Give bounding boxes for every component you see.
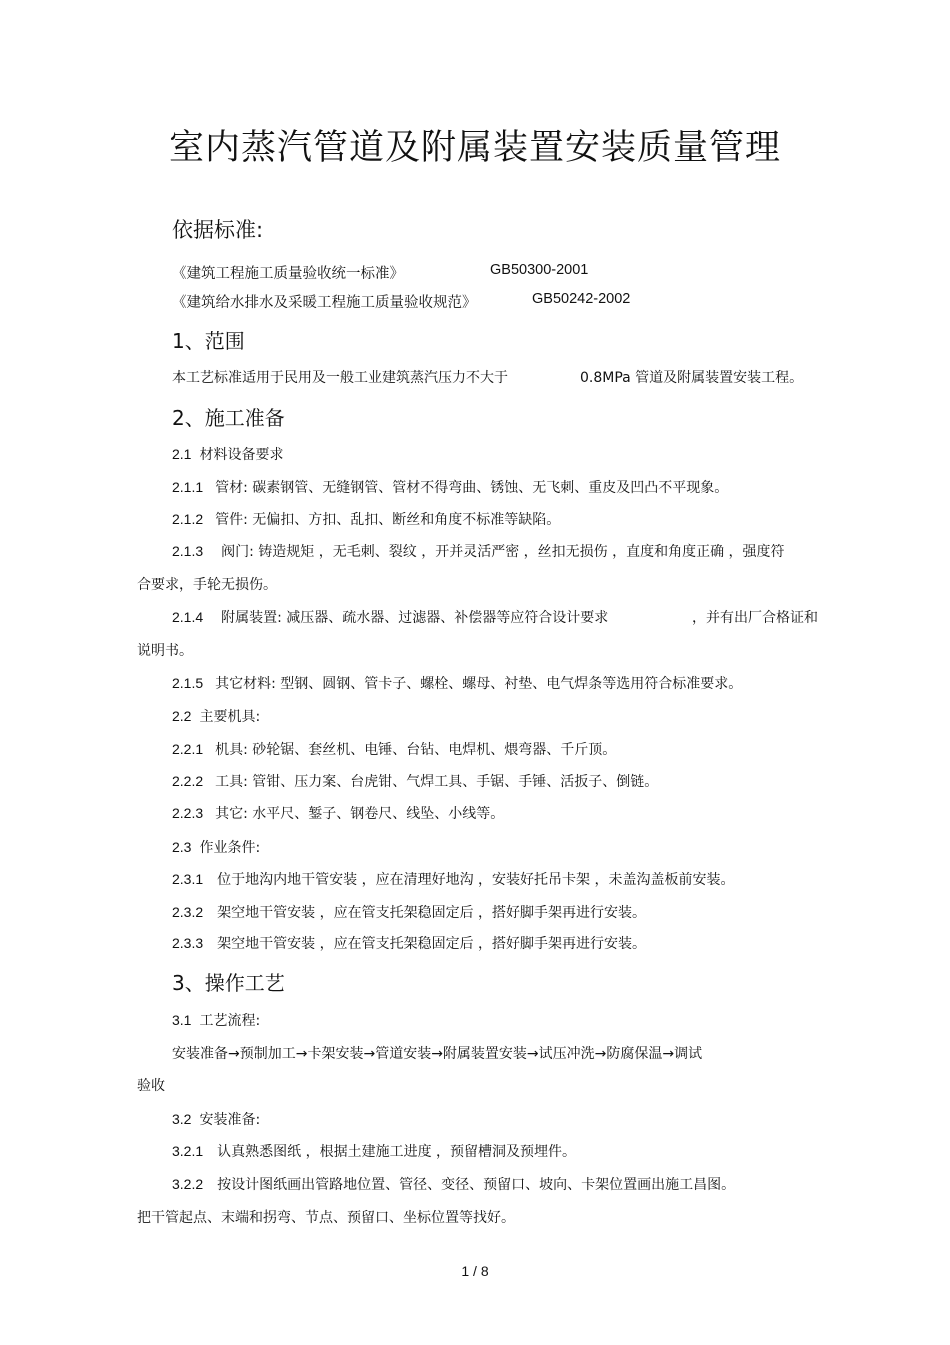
process-flow-cont: 验收 (137, 1078, 165, 1094)
item-text: 主要机具: (199, 709, 261, 725)
item-3-2-2 (172, 1174, 735, 1194)
item-2-3-2 (172, 902, 646, 922)
item-text: 安装准备: (199, 1112, 261, 1128)
standard-name: 《建筑给水排水及采暖工程施工质量验收规范》 (172, 295, 477, 311)
item-2-1-3-cont: 合要求，手轮无损伤。 (137, 577, 277, 593)
item-text: 工艺流程: (199, 1013, 261, 1029)
item-number: 2.1.2 (172, 511, 204, 527)
page-number: 1 / 8 (461, 1263, 489, 1279)
subheading-3-1 (172, 1010, 260, 1030)
section-heading-preparation: 2、施工准备 (172, 406, 285, 430)
item-number: 2.3 (172, 839, 192, 855)
item-2-1-4-cont: 说明书。 (137, 643, 193, 659)
item-number: 2.1.3 (172, 543, 204, 559)
basis-heading: 依据标准: (172, 218, 264, 242)
scope-text-cont: 0.8MPa 管道及附属装置安装工程。 (580, 370, 804, 386)
item-text: 机具: 砂轮锯、套丝机、电锤、台钻、电焊机、煨弯器、千斤顶。 (215, 742, 617, 758)
process-flow: 安装准备→预制加工→卡架安装→管道安装→附属装置安装→试压冲洗→防腐保温→调试 (172, 1046, 703, 1062)
item-2-1-1 (172, 477, 728, 497)
item-text: 其它材料: 型钢、圆钢、管卡子、螺栓、螺母、衬垫、电气焊条等选用符合标准要求。 (215, 676, 743, 692)
item-text: 其它: 水平尺、錾子、钢卷尺、线坠、小线等。 (215, 806, 505, 822)
item-number: 3.1 (172, 1012, 192, 1028)
document-title: 室内蒸汽管道及附属装置安装质量管理 (168, 128, 781, 168)
section-heading-scope: 1、范围 (172, 329, 245, 353)
item-text: 架空地干管安装 ，应在管支托架稳固定后 ，搭好脚手架再进行安装。 (217, 905, 647, 921)
item-2-2-1 (172, 739, 616, 759)
item-number: 2.1.4 (172, 609, 204, 625)
item-number: 2.1.5 (172, 675, 204, 691)
item-2-2-3 (172, 803, 504, 823)
item-number: 2.2 (172, 708, 192, 724)
item-2-1-5 (172, 673, 742, 693)
item-text: 认真熟悉图纸 ，根据土建施工进度 ，预留槽洞及预埋件。 (217, 1144, 577, 1160)
subheading-3-2 (172, 1109, 260, 1129)
item-number: 2.1 (172, 446, 192, 462)
item-number: 2.2.3 (172, 805, 204, 821)
item-2-2-2 (172, 771, 658, 791)
item-text: 管材: 碳素钢管、无缝钢管、管材不得弯曲、锈蚀、无飞刺、重皮及凹凸不平现象。 (215, 480, 729, 496)
item-text: 材料设备要求 (199, 447, 284, 463)
standard-code: GB50300-2001 (490, 262, 589, 278)
item-number: 3.2.2 (172, 1176, 204, 1192)
section-heading-process: 3、操作工艺 (172, 971, 285, 995)
item-number: 2.3.2 (172, 904, 204, 920)
item-2-3-1 (172, 869, 735, 889)
item-number: 2.3.3 (172, 935, 204, 951)
item-text: 按设计图纸画出管路地位置、管径、变径、预留口、坡向、卡架位置画出施工昌图。 (217, 1177, 736, 1193)
item-number: 2.1.1 (172, 479, 204, 495)
item-text: 工具: 管钳、压力案、台虎钳、气焊工具、手锯、手锤、活扳子、倒链。 (215, 774, 659, 790)
standard-code: GB50242-2002 (532, 291, 631, 307)
item-text: 位于地沟内地干管安装 ，应在清理好地沟 ，安装好托吊卡架 ，未盖沟盖板前安装。 (217, 872, 735, 888)
scope-text: 本工艺标准适用于民用及一般工业建筑蒸汽压力不大于 (172, 370, 508, 386)
item-3-2-1 (172, 1141, 576, 1161)
item-2-1-2 (172, 509, 560, 529)
item-number: 2.2.2 (172, 773, 204, 789)
item-number: 3.2 (172, 1111, 192, 1127)
item-text: 阀门: 铸造规矩 ，无毛刺、裂纹 ，开并灵活严密 ，丝扣无损伤 ，直度和角度正确 ，强度符 (221, 544, 785, 560)
item-text: 附属装置: 减压器、疏水器、过滤器、补偿器等应符合设计要求 (221, 610, 609, 626)
item-number: 2.2.1 (172, 741, 204, 757)
item-number: 3.2.1 (172, 1143, 204, 1159)
standard-name: 《建筑工程施工质量验收统一标准》 (172, 266, 404, 282)
subheading-2-1 (172, 444, 283, 464)
subheading-2-2 (172, 706, 260, 726)
subheading-2-3 (172, 837, 260, 857)
item-2-1-4 (172, 607, 608, 627)
item-text: 作业条件: (199, 840, 261, 856)
item-text: 架空地干管安装 ，应在管支托架稳固定后 ，搭好脚手架再进行安装。 (217, 936, 647, 952)
item-3-2-2-cont: 把干管起点、末端和拐弯、节点、预留口、坐标位置等找好。 (137, 1210, 515, 1226)
item-2-1-3 (172, 541, 785, 561)
item-text: 管件: 无偏扣、方扣、乱扣、断丝和角度不标准等缺陷。 (215, 512, 561, 528)
item-2-3-3 (172, 933, 646, 953)
item-2-1-4-tail: ，并有出厂合格证和 (692, 610, 818, 626)
item-number: 2.3.1 (172, 871, 204, 887)
